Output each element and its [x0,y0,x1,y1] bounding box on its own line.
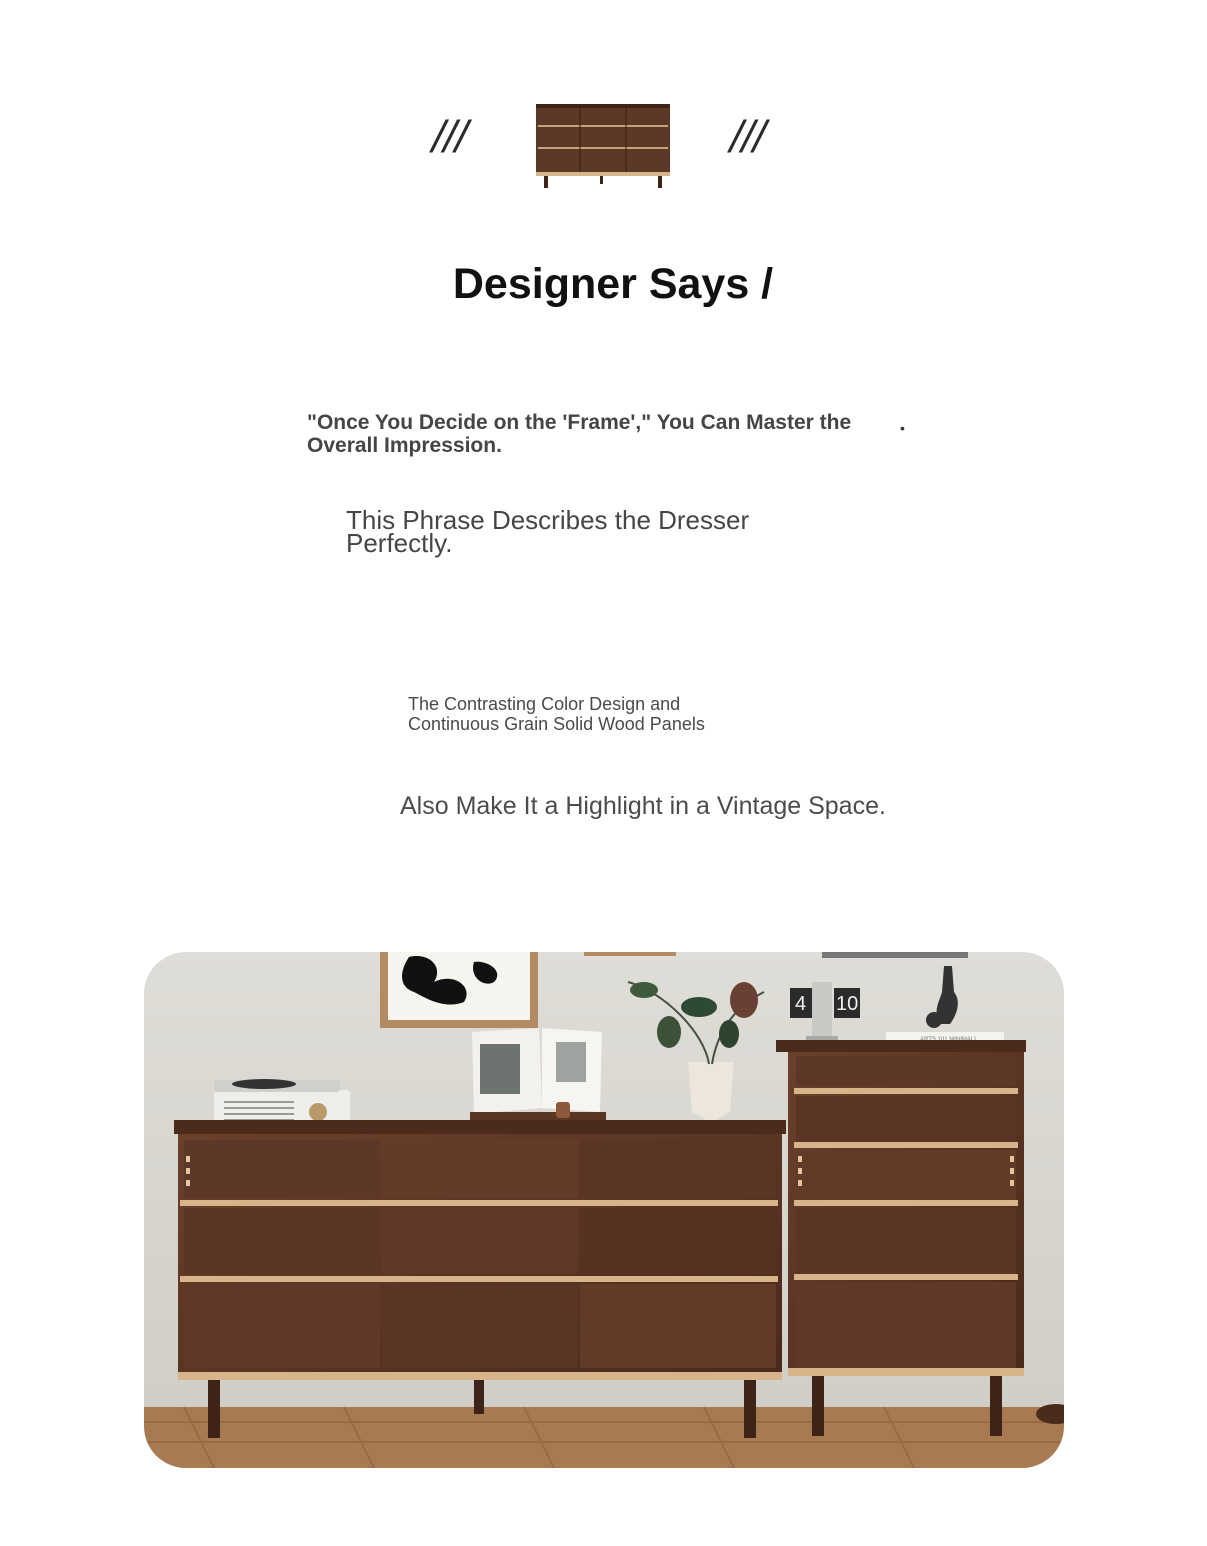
section-heading: Designer Says / [452,260,774,308]
dresser-thumbnail-icon [530,98,676,192]
phrase-text: This Phrase Describes the Dresser Perfectly. [346,505,750,558]
designer-quote: "Once You Decide on the 'Frame'," You Can Master the Overall Impression. [307,411,852,457]
clock-right-digit: 10 [836,993,859,1015]
framed-art-icon [380,952,538,1028]
quote-bullet-icon: • [900,420,905,436]
right-slash-ornament: /// [730,113,765,159]
clock-left-digit: 4 [795,993,807,1015]
dresser-product-photo [144,952,1064,1468]
open-book-icon [470,1028,606,1120]
contrast-text: The Contrasting Color Design and Continuous Grain Solid Wood Panels [408,694,705,734]
left-slash-ornament: /// [432,113,467,159]
highlight-text: Also Make It a Highlight in a Vintage Space. [400,792,886,820]
